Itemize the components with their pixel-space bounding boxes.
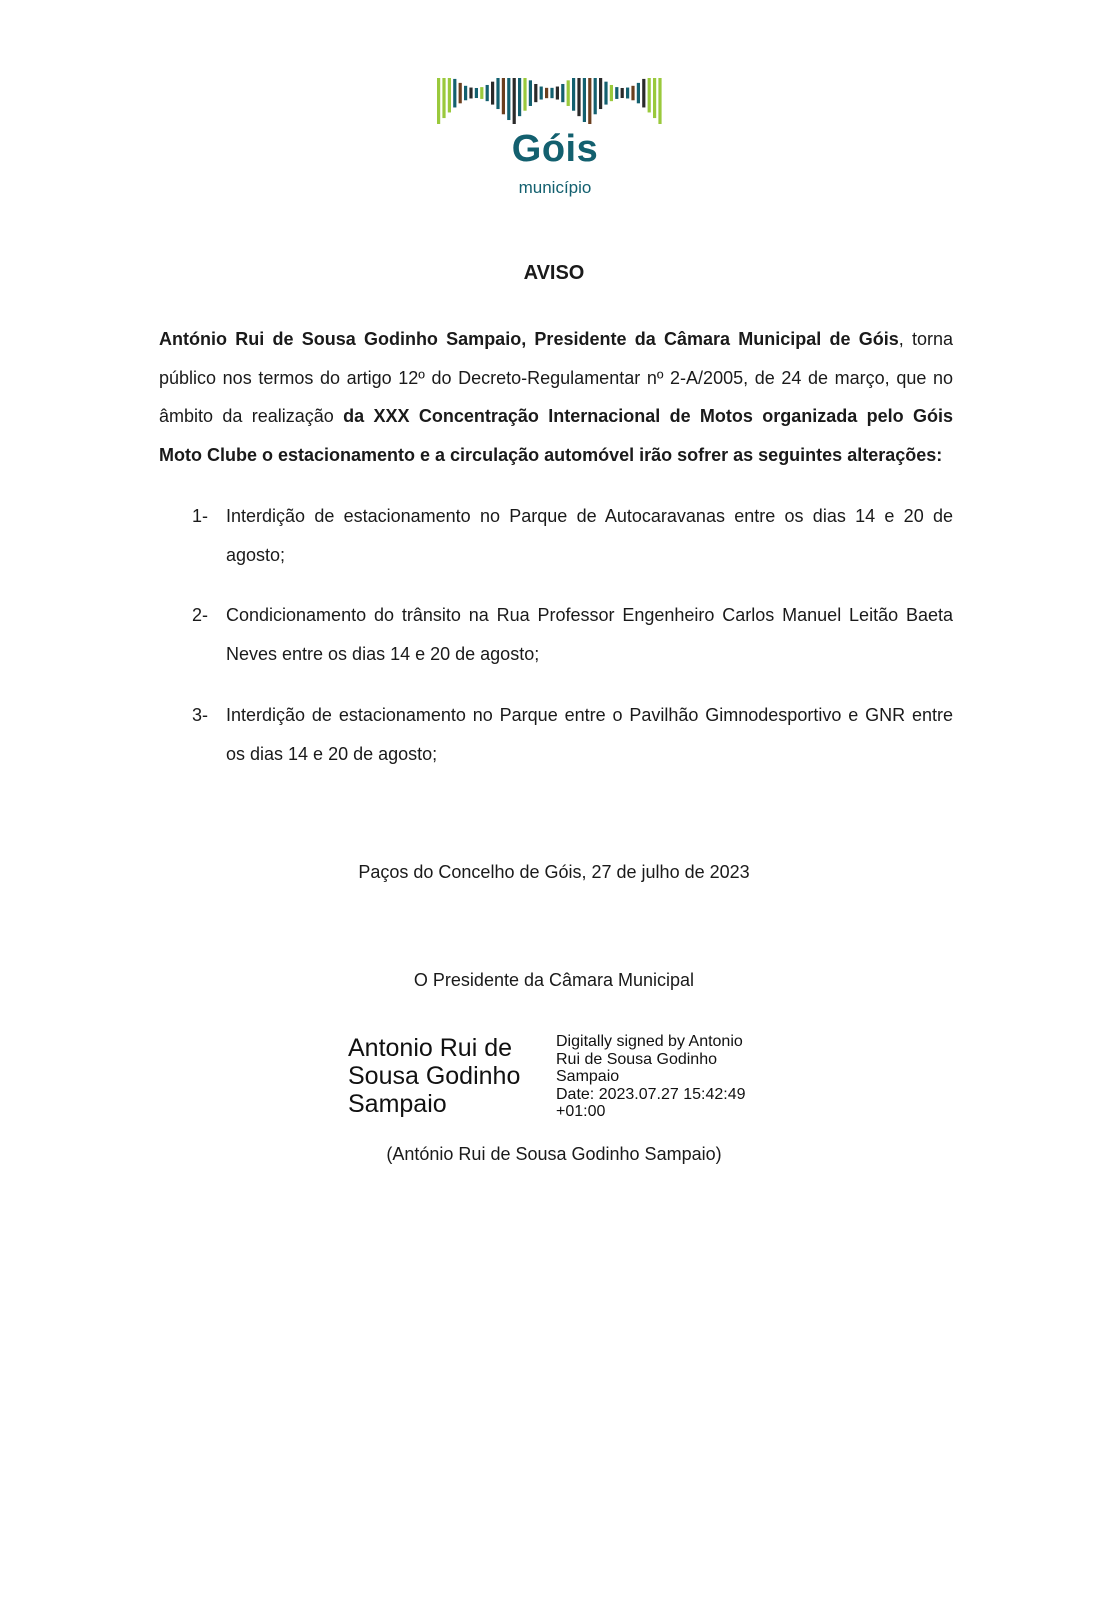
logo-bar [631,86,634,100]
logo-bar [588,78,591,124]
notice-title: AVISO [523,262,585,284]
logo-bar [513,78,516,124]
notice-intro [159,320,953,474]
signature-name [348,1034,548,1118]
logo-bar [502,78,505,114]
logo-bar [572,78,575,111]
logo-bar [534,84,537,102]
logo-bar [577,78,580,116]
signature-name-line: Sampaio [348,1090,447,1118]
logo-bar [610,85,613,101]
logo-bar [615,87,618,99]
signature-name-line: Sousa Godinho [348,1062,521,1090]
logo-bar [453,79,456,108]
logo-bar [529,80,532,106]
signature-name-line: Antonio Rui de [348,1034,513,1062]
intro-bold-event: da XXX Concentração Internacional de Motos organizada pelo Góis Moto Clube o estacionamento e a circulação automóvel irão sofrer as seguintes alterações: [159,406,953,465]
logo-bar [637,83,640,103]
list-item-number: 1- [192,506,209,526]
intro-bold-president: António Rui de Sousa Godinho Sampaio, Presidente da Câmara Municipal de Góis [159,329,899,349]
logo-name: Góis [511,128,599,170]
signature-detail-line: Rui de Sousa Godinho [556,1050,717,1068]
intro-text: , torna público nos termos do artigo 12º do Decreto-Regulamentar nº 2-A/2005, de 24 de março, que no âmbito da realização [159,329,954,426]
logo-bar [496,78,499,109]
logo-bar [486,85,489,101]
logo-bar [442,78,445,118]
logo-bar [567,80,570,106]
signature-detail-line: Date: 2023.07.27 15:42:49 [556,1085,746,1103]
logo-bar [653,78,656,118]
logo-bar [448,78,451,112]
logo-bar [507,78,510,120]
place-date: Paços do Concelho de Góis, 27 de julho de 2023 [358,862,750,882]
logo-bar [480,87,483,99]
logo-bar [518,78,521,116]
logo-bar [540,87,543,100]
logo-bar [648,78,651,112]
list-item-text: Interdição de estacionamento no Parque de Autocaravanas entre os dias 14 e 20 de agosto; [226,506,953,565]
signature-detail-line: Digitally signed by Antonio [556,1033,743,1050]
list-item-number: 2- [192,605,209,625]
list-item-text: Interdição de estacionamento no Parque entre o Pavilhão Gimnodesportivo e GNR entre os dias 14 e 20 de agosto; [226,705,953,764]
signature-detail-line: Sampaio [556,1068,620,1085]
logo-bar [475,88,478,98]
logo-bar [437,78,440,124]
logo-bar [491,82,494,105]
logo-bar [604,82,607,105]
signature-details [556,1033,776,1121]
list-item-number: 3- [192,705,209,725]
logo-bar [464,86,467,100]
logo-bar [523,78,526,111]
gois-municipio-logo [435,72,675,207]
signature-detail-line: +01:00 [556,1103,606,1120]
logo-bar [583,78,586,122]
signature-caption: (António Rui de Sousa Godinho Sampaio) [386,1144,722,1164]
logo-bar [561,84,564,102]
logo-bar [545,88,548,98]
president-title: O Presidente da Câmara Municipal [413,970,695,990]
logo-bar [459,83,462,103]
list-item-text: Condicionamento do trânsito na Rua Professor Engenheiro Carlos Manuel Leitão Baeta Neves entre os dias 14 e 20 de agosto; [226,605,953,664]
logo-bar [599,78,602,109]
logo-bar [626,88,629,99]
logo-subtitle: município [518,178,592,197]
logo-bar [556,87,559,100]
logo-bar [642,79,645,108]
arches-logo-icon [435,72,675,132]
logo-bar [469,88,472,99]
logo-bar [594,78,597,114]
logo-bar [621,88,624,98]
logo-bar [550,88,553,98]
logo-bar [658,78,661,124]
